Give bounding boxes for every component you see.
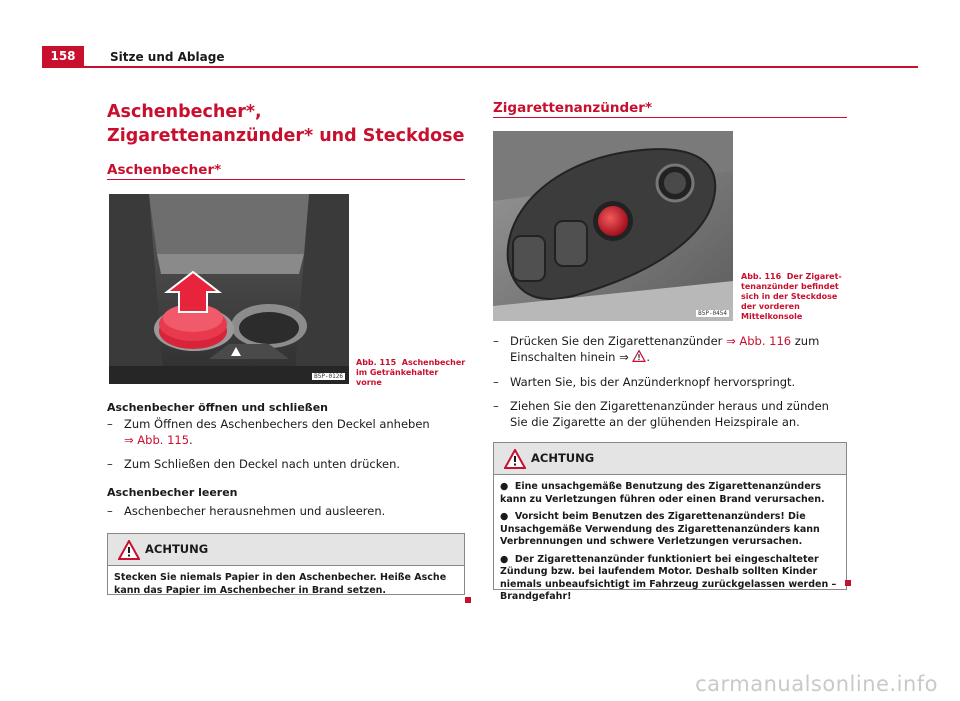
- warning-triangle-icon: [118, 540, 140, 560]
- warning-item: [500, 511, 840, 549]
- figure-code: B5P-0454: [698, 310, 727, 317]
- warning-title: ACHTUNG: [145, 542, 209, 556]
- section-title-ashtray: Aschenbecher*: [107, 162, 222, 178]
- subheading-open-close: Aschenbecher öffnen und schließen: [107, 401, 328, 414]
- section-rule: [107, 179, 465, 180]
- warning-item: [500, 481, 840, 506]
- warning-item-text: Vorsicht beim Benutzen des Zigarettenanzünders! Die Unsachgemäße Verwendung des Zigarettenanzünders kann Verbrennungen und schwere Verletzungen verursachen.: [500, 511, 820, 547]
- step-text: Zum Öffnen des Aschenbechers den Deckel anheben: [124, 417, 430, 431]
- warning-title: ACHTUNG: [531, 451, 595, 465]
- warning-header: [108, 534, 464, 566]
- caption-figure-number: Abb. 116: [741, 272, 782, 281]
- bullet: ●: [500, 481, 509, 492]
- figure-code: B5P-0126: [314, 373, 343, 380]
- caption-figure-number: Abb. 115: [356, 358, 397, 367]
- warning-body: [494, 475, 846, 613]
- list-item: – Zum Öffnen des Aschenbechers den Deckel anheben ⇒ Abb. 115.: [107, 417, 430, 447]
- ashtray-photo: [109, 194, 349, 384]
- figure-caption-116: [741, 272, 849, 322]
- warning-item: [500, 554, 840, 604]
- warning-box: [493, 442, 847, 602]
- warning-triangle-icon: [504, 449, 526, 469]
- end-mark: [465, 597, 471, 603]
- section-rule: [493, 117, 847, 118]
- warning-body: Stecken Sie niemals Papier in den Aschenbecher. Heiße Asche kann das Papier im Aschenbecher in Brand setzen.: [114, 572, 447, 596]
- caption-text: Der Zigarettenanzünder befindet sich in der Steckdose der vorderen Mittelkonsole: [741, 272, 842, 321]
- list-item: – Zum Schließen den Deckel nach unten drücken.: [107, 456, 447, 472]
- step-text: Aschenbecher herausnehmen und ausleeren.: [124, 504, 386, 518]
- bullet: ●: [500, 511, 509, 522]
- figure-link[interactable]: ⇒ Abb. 115: [124, 433, 190, 447]
- list-item: – Aschenbecher herausnehmen und ausleeren.: [107, 503, 447, 519]
- step-text: Zum Schließen den Deckel nach unten drücken.: [124, 457, 401, 471]
- subheading-empty: Aschenbecher leeren: [107, 486, 238, 499]
- warning-triangle-icon[interactable]: [632, 350, 646, 362]
- page-number: 158: [42, 46, 84, 66]
- step-tail: .: [189, 433, 193, 447]
- warning-item-text: Der Zigarettenanzünder funktioniert bei eingeschalteter Zündung bzw. bei laufendem Motor. Deshalb sollten Kinder niemals unbeaufsichtigt im Fahrzeug zurückgelassen werden – Brandgefahr!: [500, 553, 837, 602]
- step-text: Ziehen Sie den Zigarettenanzünder heraus und zünden Sie die Zigarette an der glühenden Heizspirale an.: [510, 399, 829, 429]
- top-rule: [42, 66, 918, 68]
- watermark: carmanualsonline.info: [695, 672, 938, 696]
- warning-box: [107, 533, 465, 595]
- step-tail: .: [646, 350, 651, 364]
- bullet: ●: [500, 553, 509, 565]
- running-head: Sitze und Ablage: [110, 50, 225, 64]
- list-item: – Drücken Sie den Zigarettenanzünder ⇒ Abb. 116 zum Einschalten hinein ⇒ .: [493, 334, 820, 364]
- figure-link[interactable]: ⇒ Abb. 116: [726, 334, 792, 348]
- caption-text: Aschenbecher im Getränkehalter vorne: [356, 358, 466, 387]
- list-item: – Ziehen Sie den Zigarettenanzünder heraus und zünden Sie die Zigarette an der glühenden Heizspirale an.: [493, 398, 849, 430]
- list-item: – Warten Sie, bis der Anzünderknopf hervorspringt.: [493, 374, 849, 390]
- warning-header: [494, 443, 846, 475]
- section-title-lighter: Zigarettenanzünder*: [493, 100, 653, 116]
- end-mark: [845, 580, 851, 586]
- figure-caption-115: [356, 358, 466, 388]
- chapter-title: Aschenbecher*, Zigarettenanzünder* und Steckdose: [107, 102, 465, 146]
- step-text: Warten Sie, bis der Anzünderknopf hervorspringt.: [510, 375, 796, 389]
- warning-item-text: Eine unsachgemäße Benutzung des Zigarettenanzünders kann zu Verletzungen führen oder einen Brand verursachen.: [500, 481, 825, 505]
- lighter-photo: [493, 131, 733, 321]
- step-text: zum Einschalten hinein ⇒: [510, 334, 820, 364]
- step-text: Drücken Sie den Zigarettenanzünder: [510, 334, 723, 348]
